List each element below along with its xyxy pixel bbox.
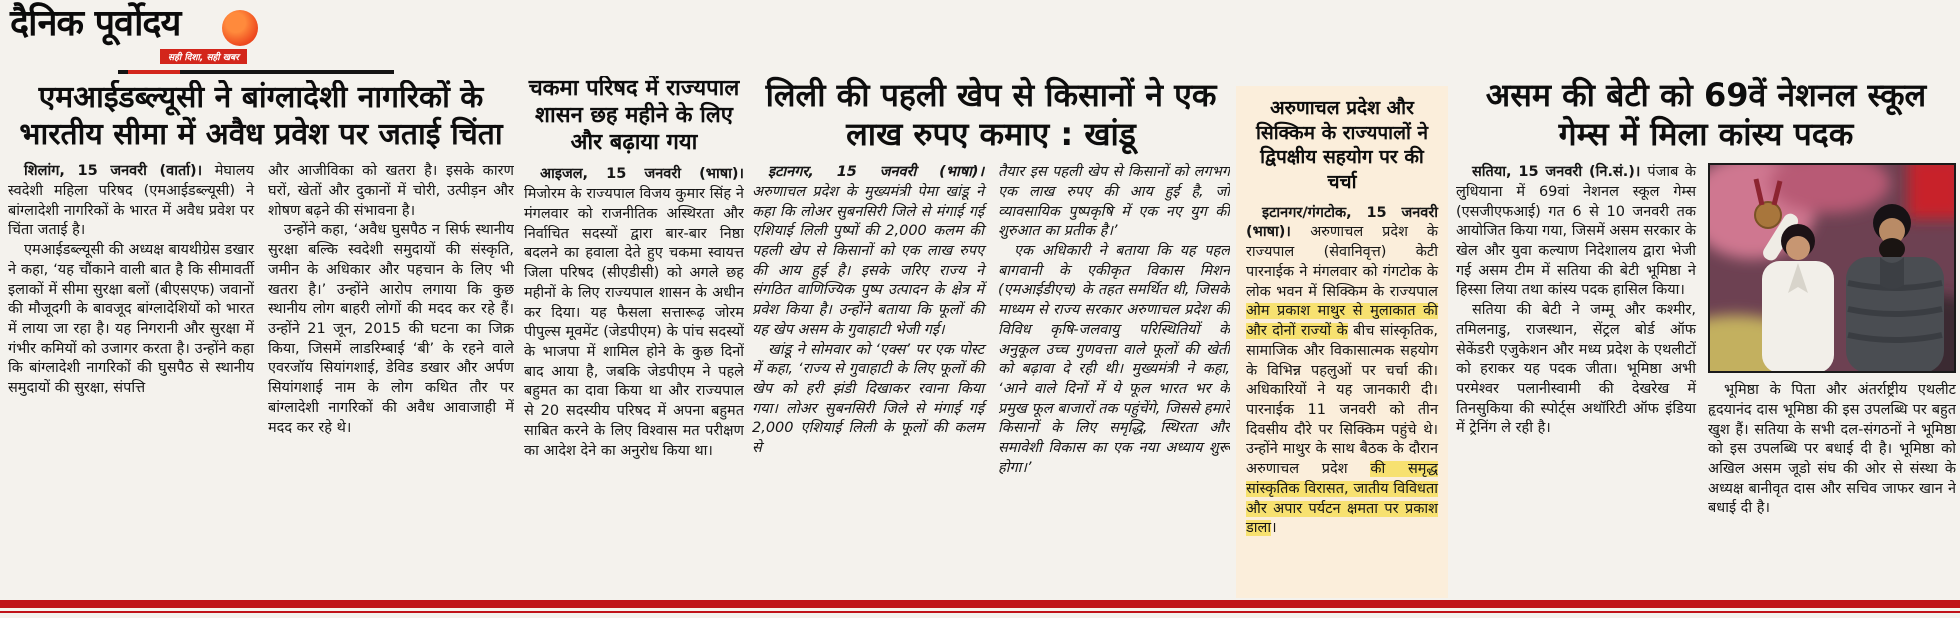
article-medal-column-2 — [1708, 163, 1956, 519]
article-lily-headline: लिली की पहली खेप से किसानों ने एक लाख रुपए कमाए : खांडू — [765, 76, 1217, 154]
news-photo — [1708, 163, 1956, 373]
article-mwic-body — [8, 162, 514, 438]
article-medal — [1456, 76, 1956, 598]
paragraph: उन्होंने कहा, ‘अवैध घुसपैठ न सिर्फ स्थानीय सुरक्षा बल्कि स्वदेशी समुदायों की संस्कृति, जमीन के अधिकार और पहचान के लिए भी खतरा है।’ उन्होंने आरोप लगाया कि कुछ स्थानीय लोग बाहरी लोगों की मदद कर रहे हैं। उन्होंने 21 जून, 2015 की घटना का जिक्र किया, जिसमें लाडरिम्बाई ‘बी’ के रहने वाले एवरजॉय सियांगशाई, डेविड डखार और अर्पण सियांगशाई नाम के लोग कथित तौर पर बांग्लादेशी नागरिकों की अवैध आवाजाही में मदद कर रहे थे। — [268, 222, 514, 436]
article-medal-body — [1456, 163, 1956, 519]
dateline: इटानगर/गंगटोक, 15 जनवरी (भाषा)। — [1246, 204, 1438, 241]
article-chakma-headline: चकमा परिषद में राज्यपाल शासन छह महीने के लिए और बढ़ाया गया — [528, 76, 740, 155]
masthead-tagline: सही दिशा, सही खबर — [160, 49, 247, 64]
dateline: इटानगर, 15 जनवरी (भाषा)। — [768, 164, 984, 181]
paragraph-text: । — [1271, 520, 1277, 537]
article-lily-column-2 — [998, 163, 1230, 479]
bottom-rule — [0, 600, 1960, 608]
dateline: शिलांग, 15 जनवरी (वार्ता)। — [24, 163, 215, 180]
paragraph: खांडू ने सोमवार को ‘एक्स’ पर एक पोस्ट में कहा, ‘राज्य से गुवाहाटी के लिए फूलों की खेप को हरी झंडी दिखाकर रवाना किया गया। लोअर सुबनसिरी जिले से मंगाई गई 2,000 एशियाई लिली के फूलों की कलम से — [752, 341, 984, 457]
paragraph: तैयार इस पहली खेप से किसानों को लगभग एक लाख रुपए की आय हुई है, जो व्यावसायिक पुष्पकृषि में एक नए युग की शुरुआत का प्रतीक है।’ — [998, 164, 1230, 240]
paragraph-text: अरुणाचल प्रदेश के राज्यपाल (सेवानिवृत्त) केटी पारनाईक ने मंगलवार को गंगटोक के लोक भवन में सिक्किम के राज्यपाल — [1246, 224, 1438, 300]
paragraph — [752, 163, 984, 340]
article-lily — [752, 76, 1230, 598]
article-mwic-column-1 — [8, 162, 254, 438]
paragraph-text: मेघालय स्वदेशी महिला परिषद (एमआईडब्ल्यूसी) ने बांग्लादेशी नागरिकों के भारत में अवैध प्रवेश पर चिंता जताई है। — [8, 163, 254, 239]
highlighted-text: ओम प्रकाश माथुर से मुलाकात की और दोनों राज्यों के — [1246, 303, 1438, 340]
news-photo-illustration — [1710, 165, 1954, 371]
paragraph: भूमिष्ठा के पिता और अंतर्राष्ट्रीय एथलीट हृदयानंद दास भूमिष्ठा की इस उपलब्धि पर बहुत खुश हैं। सतिया के सभी दल-संगठनों ने भूमिष्ठा को इस उपलब्धि पर बधाई दी है। भूमिष्ठा को अखिल असम जूडो संघ की ओर से संस्था के अध्यक्ष बानीवृत दास और सचिव जाफर खान ने बधाई दी है। — [1708, 382, 1956, 517]
paragraph — [1456, 163, 1696, 301]
article-chakma — [524, 76, 744, 598]
paragraph: और आजीविका को खतरा है। इसके कारण घरों, खेतों और दुकानों में चोरी, उत्पीड़न और शोषण बढ़ने की संभावना है। — [268, 163, 514, 219]
paragraph: एमआईडब्ल्यूसी की अध्यक्ष बायथीग्रेस डखार ने कहा, ‘यह चौंकाने वाली बात है कि सीमावर्ती इलाकों में सीमा सुरक्षा बलों (बीएसएफ) जवानों की मौजूदगी के बावजूद बांग्लादेशियों को भारत में लाया जा रहा है। यह निगरानी और सुरक्षा में गंभीर कमियों को उजागर करता है। उन्होंने कहा कि बांग्लादेशी नागरिकों की घुसपैठ से स्थानीय समुदायों की सुरक्षा, संपत्ति — [8, 242, 254, 397]
article-mwic — [8, 80, 514, 598]
paragraph: सतिया की बेटी ने जम्मू और कश्मीर, तमिलनाडु, राजस्थान, सेंट्रल बोर्ड ऑफ सेकेंडरी एजुकेशन और मध्य प्रदेश के एथलीटों को हराकर यह पदक जीता। भूमिष्ठा अभी परमेश्वर पलानीस्वामी की देखरेख में तिनसुकिया की स्पोर्ट्स अथॉरिटी ऑफ इंडिया में ट्रेनिंग ले रही है। — [1456, 302, 1696, 437]
paragraph-text: अरुणाचल प्रदेश के मुख्यमंत्री पेमा खांडू ने कहा कि लोअर सुबनसिरी जिले से मंगाई गई एशियाई लिली पुष्पों की 2,000 कलम की पहली खेप से किसानों को एक लाख रुपए की आय हुई है। इसके जरिए राज्य ने संगठित वाणिज्यिक पुष्प उत्पादन के क्षेत्र में प्रवेश किया है। उन्होंने बताया कि फूलों की यह खेप असम के गुवाहाटी भेजी गई। — [752, 183, 984, 338]
article-medal-column-1 — [1456, 163, 1696, 519]
article-governors-column — [1246, 204, 1438, 539]
paragraph — [8, 162, 254, 241]
article-governors — [1236, 86, 1448, 598]
highlighted-text: की समृद्ध सांस्कृतिक विरासत, जातीय विविधता और अपार पर्यटन क्षमता पर प्रकाश डाला — [1246, 461, 1438, 537]
paragraph-text: मिजोरम के राज्यपाल विजय कुमार सिंह ने मंगलवार को राजनीतिक अस्थिरता और निर्वाचित सदस्यों द्वारा बार-बार निष्ठा बदलने का हवाला देते हुए चकमा स्वायत्त जिला परिषद (सीएडीसी) को अगले छह महीनों के लिए राज्यपाल शासन के अधीन कर दिया। यह फैसला सत्तारूढ़ जोरम पीपुल्स मूवमेंट (जेडपीएम) के पांच सदस्यों के भाजपा में शामिल होने के कुछ दिनों बाद आया है, जबकि जेडपीएम ने पहले बहुमत का दावा किया था और राज्यपाल से 20 सदस्यीय परिषद में अपना बहुमत साबित करने के लिए विश्वास मत परीक्षण का आदेश देने का अनुरोध किया था। — [524, 186, 744, 459]
article-chakma-column — [524, 165, 744, 461]
paragraph-text: पंजाब के लुधियाना में 69वां नेशनल स्कूल गेम्स (एसजीएफआई) गत 6 से 10 जनवरी तक आयोजित किया गया, जिसमें असम सरकार के खेल और युवा कल्याण निदेशालय द्वारा भेजी गई असम टीम में सतिया की बेटी भूमिष्ठा ने हिस्सा लिया तथा कांस्य पदक हासिल किया। — [1456, 164, 1697, 299]
paragraph: एक अधिकारी ने बताया कि यह पहल बागवानी के एकीकृत विकास मिशन (एमआईडीएच) के तहत समर्थित थी, जिसके माध्यम से राज्य सरकार अरुणाचल प्रदेश की विविध कृषि-जलवायु परिस्थितियों के अनुकूल उच्च गुणवत्ता वाले फूलों की खेती को बढ़ावा दे रही थी। मुख्यमंत्री ने कहा, ‘आने वाले दिनों में ये फूल भारत भर के प्रमुख फूल बाजारों तक पहुंचेंगे, जिससे हमारे किसानों के लिए समृद्धि, स्थिरता और समावेशी विकास का एक नया अध्याय शुरू होगा।’ — [998, 242, 1230, 476]
article-lily-column-1 — [752, 163, 984, 479]
article-mwic-column-2 — [268, 162, 514, 438]
article-medal-photo-caption-area — [1708, 381, 1956, 519]
article-lily-body — [752, 163, 1230, 479]
article-medal-headline: असम की बेटी को 69वें नेशनल स्कूल गेम्स में मिला कांस्य पदक — [1485, 76, 1927, 154]
masthead-rule-accent — [128, 70, 180, 74]
article-mwic-headline: एमआईडब्ल्यूसी ने बांग्लादेशी नागरिकों के भारतीय सीमा में अवैध प्रवेश पर जताई चिंता — [19, 80, 503, 152]
paragraph — [524, 165, 744, 461]
masthead — [10, 2, 410, 74]
bottom-rule-thin — [0, 611, 1960, 613]
newspaper-title: दैनिक पूर्वोदय — [10, 3, 181, 44]
article-governors-headline: अरुणाचल प्रदेश और सिक्किम के राज्यपालों ने द्विपक्षीय सहयोग पर की चर्चा — [1255, 97, 1429, 194]
paragraph-text: बीच सांस्कृतिक, सामाजिक और विकासात्मक सहयोग के विभिन्न पहलुओं पर चर्चा की। अधिकारियों ने यह जानकारी दी। पारनाईक 11 जनवरी को तीन दिवसीय दौरे पर सिक्किम पहुंचे थे। उन्होंने माथुर के साथ बैठक के दौरान अरुणाचल प्रदेश — [1246, 323, 1438, 478]
dateline: आइजल, 15 जनवरी (भाषा)। — [540, 166, 744, 183]
dateline: सतिया, 15 जनवरी (नि.सं.)। — [1472, 164, 1648, 181]
paragraph — [1246, 204, 1438, 539]
